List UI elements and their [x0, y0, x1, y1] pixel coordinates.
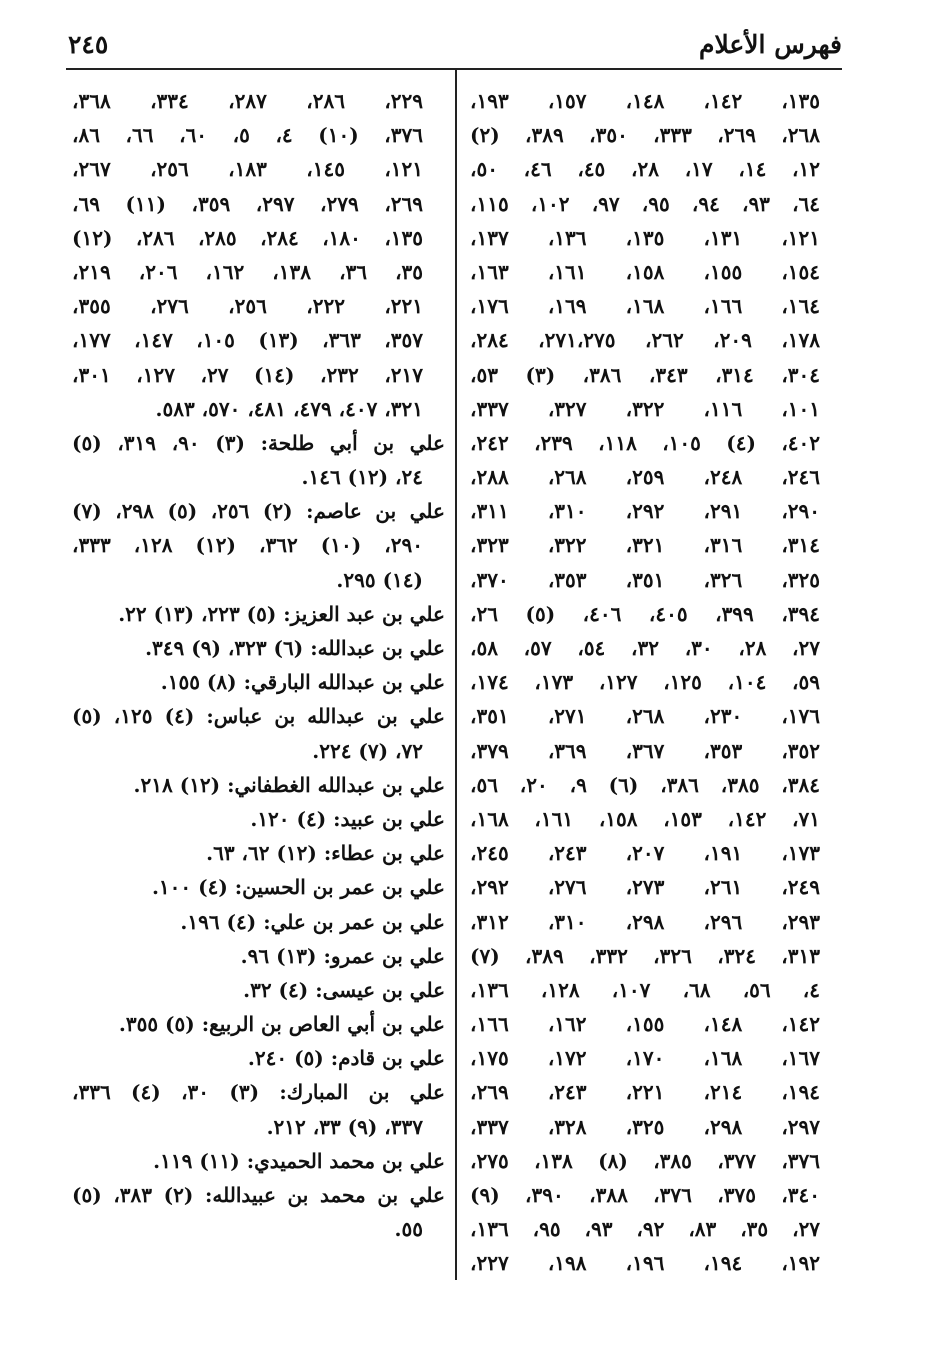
- left-column-line: ٧٢، (٧) ٢٢٤.: [312, 738, 423, 763]
- right-column-line: ٤، ٥٦، ٦٨، ١٠٧، ١٢٨، ١٣٦،: [470, 977, 820, 1002]
- left-column-line: ٣٥، ٣٦، ١٣٨، ١٦٢، ٢٠٦، ٢١٩،: [72, 259, 424, 284]
- right-column-line: ١٣٥، ١٤٢، ١٤٨، ١٥٧، ١٩٣،: [470, 89, 820, 113]
- right-column-line: ٣٤٠، ٣٧٥، ٣٧٦، ٣٨٨، ٣٩٠، (٩): [470, 1183, 820, 1207]
- column-divider: [455, 70, 457, 1280]
- left-column-line: علي بن محمد بن عبيدالله: (٢) ٣٨٣، (٥): [72, 1183, 445, 1207]
- left-column-line: ٢٤، (١٢) ١٤٦.: [301, 465, 423, 490]
- left-column-line: علي بن قادم: (٥) ٢٤٠.: [247, 1046, 445, 1071]
- left-column-line: ٢١٧، ٢٣٢، (١٤) ٢٧، ١٢٧، ٣٠١،: [72, 362, 424, 387]
- left-column-line: علي بن عبد العزيز: (٥) ٢٢٣، (١٣) ٢٢.: [118, 601, 445, 626]
- right-column-line: ١٧٣، ١٩١، ٢٠٧، ٢٤٣، ٢٤٥،: [470, 841, 820, 866]
- left-column-line: ٣٢١، ٤٠٧، ٤٧٩، ٤٨١، ٥٧٠، ٥٨٣.: [155, 396, 423, 421]
- right-column: [470, 84, 820, 1281]
- right-column-line: ٣٥٢، ٣٥٣، ٣٦٧، ٣٦٩، ٣٧٩،: [470, 738, 820, 763]
- left-column-line: علي بن عمرو: (١٣) ٩٦.: [240, 943, 445, 968]
- left-column-line: ٢٩٠، (١٠) ٣٦٢، (١٢) ١٢٨، ٣٣٣،: [72, 533, 423, 558]
- right-column-line: ٣١٤، ٣١٦، ٣٢١، ٣٢٢، ٣٢٣،: [470, 533, 820, 558]
- right-column-line: ٣٨٤، ٣٨٥، ٣٨٦، (٦) ٩، ٢٠، ٥٦،: [470, 772, 820, 797]
- right-column-line: ١٦٤، ١٦٦، ١٦٨، ١٦٩، ١٧٦،: [470, 294, 820, 319]
- right-column-line: ١٢١، ١٣١، ١٣٥، ١٣٦، ١٣٧،: [470, 225, 820, 250]
- right-column-line: ٢٧، ٣٥، ٨٣، ٩٢، ٩٣، ٩٥، ١٣٦،: [470, 1217, 820, 1242]
- left-column-line: ٥٥.: [394, 1217, 423, 1242]
- right-column-line: ١٧٨، ٢٠٩، ٢٦٢، ٢٧١،٢٧٥، ٢٨٤،: [470, 328, 820, 353]
- left-column-line: ٣٧٦، (١٠) ٤، ٥، ٦٠، ٦٦، ٨٦،: [72, 123, 423, 148]
- left-column-line: ٢٦٩، ٢٧٩، ٢٩٧، ٣٥٩، (١١) ٦٩،: [72, 191, 424, 216]
- right-column-line: ٢٤٩، ٢٦١، ٢٧٣، ٢٧٦، ٢٩٢،: [470, 875, 820, 900]
- left-column-line: (١٤) ٢٩٥.: [336, 567, 423, 592]
- right-column-line: ٢٩٣، ٢٩٦، ٢٩٨، ٣١٠، ٣١٢،: [470, 909, 820, 934]
- right-column-line: ٥٩، ١٠٤، ١٢٥، ١٢٧، ١٧٣، ١٧٤،: [470, 670, 820, 695]
- right-column-line: ٢٤٦، ٢٤٨، ٢٥٩، ٢٦٨، ٢٨٨،: [470, 465, 820, 490]
- right-column-line: ٣٠٤، ٣١٤، ٣٤٣، ٣٨٦، (٣) ٥٣،: [470, 362, 820, 387]
- right-column-line: ١٧٦، ٢٣٠، ٢٦٨، ٢٧١، ٣٥١،: [470, 704, 820, 729]
- right-column-line: ٤٠٢، (٤) ١٠٥، ١١٨، ٢٣٩، ٢٤٢،: [470, 430, 820, 455]
- right-column-line: ١٥٤، ١٥٥، ١٥٨، ١٦١، ١٦٣،: [470, 259, 820, 284]
- left-column-line: علي بن عبدالله: (٦) ٣٢٣، (٩) ٣٤٩.: [145, 636, 445, 660]
- right-column-line: ١٤٢، ١٤٨، ١٥٥، ١٦٢، ١٦٦،: [470, 1012, 820, 1037]
- right-column-line: ١٢، ١٤، ١٧، ٢٨، ٤٥، ٤٦، ٥٠،: [470, 157, 820, 182]
- left-column-line: علي بن عبدالله بن عباس: (٤) ١٢٥، (٥): [72, 704, 445, 729]
- left-column-line: ١٢١، ١٤٥، ١٨٣، ٢٥٦، ٢٦٧،: [72, 157, 424, 182]
- header-rule: [66, 68, 842, 70]
- page-header: [66, 22, 842, 62]
- right-column-line: ٦٤، ٩٣، ٩٤، ٩٥، ٩٧، ١٠٢، ١١٥،: [470, 191, 820, 216]
- right-column-line: ١٠١، ١١٦، ٣٢٢، ٣٢٧، ٣٣٧،: [470, 396, 820, 421]
- right-column-line: ١٩٢، ١٩٤، ١٩٦، ١٩٨، ٢٢٧،: [470, 1251, 820, 1276]
- right-column-line: ٢٩٧، ٢٩٨، ٣٢٥، ٣٢٨، ٣٣٧،: [470, 1114, 820, 1139]
- left-column-line: علي بن عمر بن علي: (٤) ١٩٦.: [180, 909, 445, 934]
- left-column-line: ٣٣٧، (٩) ٣٣، ٢١٢.: [266, 1114, 423, 1139]
- left-column: [72, 84, 445, 1246]
- right-column-line: ٣١٣، ٣٢٤، ٣٢٦، ٣٣٢، ٣٨٩، (٧): [470, 943, 820, 968]
- right-column-line: ٢٧، ٢٨، ٣٠، ٣٢، ٥٤، ٥٧، ٥٨،: [470, 636, 820, 660]
- left-column-line: علي بن عطاء: (١٢) ٦٢، ٦٣.: [206, 841, 445, 866]
- left-column-line: علي بن محمد الحميدي: (١١) ١١٩.: [153, 1148, 445, 1173]
- left-column-line: علي بن عيسى: (٤) ٣٢.: [243, 977, 445, 1002]
- left-column-line: ٢٢٩، ٢٨٦، ٢٨٧، ٣٣٤، ٣٦٨،: [72, 89, 424, 113]
- right-column-line: ٢٦٨، ٢٦٩، ٣٣٣، ٣٥٠، ٣٨٩، (٢): [470, 123, 820, 148]
- right-column-line: ١٦٧، ١٦٨، ١٧٠، ١٧٢، ١٧٥،: [470, 1046, 820, 1071]
- page-number: ٢٤٥: [68, 30, 109, 59]
- left-column-line: ٣٥٧، ٣٦٣، (١٣) ١٠٥، ١٤٧، ١٧٧،: [72, 328, 423, 353]
- left-column-line: علي بن المبارك: (٣) ٣٠، (٤) ٣٣٦،: [72, 1080, 445, 1105]
- left-column-line: ١٣٥، ١٨٠، ٢٨٤، ٢٨٥، ٢٨٦، (١٢): [72, 225, 424, 250]
- left-column-line: علي بن عبدالله الغطفاني: (١٢) ٢١٨.: [133, 772, 445, 797]
- right-column-line: ٢٩٠، ٢٩١، ٢٩٢، ٣١٠، ٣١١،: [470, 499, 820, 524]
- left-column-line: علي بن عاصم: (٢) ٢٥٦، (٥) ٢٩٨، (٧): [72, 499, 445, 524]
- right-column-line: ٧١، ١٤٢، ١٥٣، ١٥٨، ١٦١، ١٦٨،: [470, 806, 820, 831]
- left-column-line: علي بن عبدالله البارقي: (٨) ١٥٥.: [160, 670, 445, 695]
- right-column-line: ٣٢٥، ٣٢٦، ٣٥١، ٣٥٣، ٣٧٠،: [470, 567, 820, 592]
- left-column-line: علي بن عمر بن الحسين: (٤) ١٠٠.: [151, 875, 445, 900]
- right-column-line: ٣٩٤، ٣٩٩، ٤٠٥، ٤٠٦، (٥) ٢٦،: [470, 601, 820, 626]
- right-column-line: ١٩٤، ٢١٤، ٢٢١، ٢٤٣، ٢٦٩،: [470, 1080, 820, 1105]
- right-column-line: ٣٧٦، ٣٧٧، ٣٨٥، (٨) ١٣٨، ٢٧٥،: [470, 1148, 820, 1173]
- left-column-line: علي بن عبيد: (٤) ١٢٠.: [250, 806, 445, 831]
- left-column-line: علي بن أبي العاص بن الربيع: (٥) ٣٥٥.: [118, 1012, 445, 1037]
- running-title: فهرس الأعلام: [698, 30, 842, 59]
- left-column-line: ٢٢١، ٢٢٢، ٢٥٦، ٢٧٦، ٣٥٥،: [72, 294, 424, 319]
- left-column-line: علي بن أبي طلحة: (٣) ٩٠، ٣١٩، (٥): [72, 430, 445, 455]
